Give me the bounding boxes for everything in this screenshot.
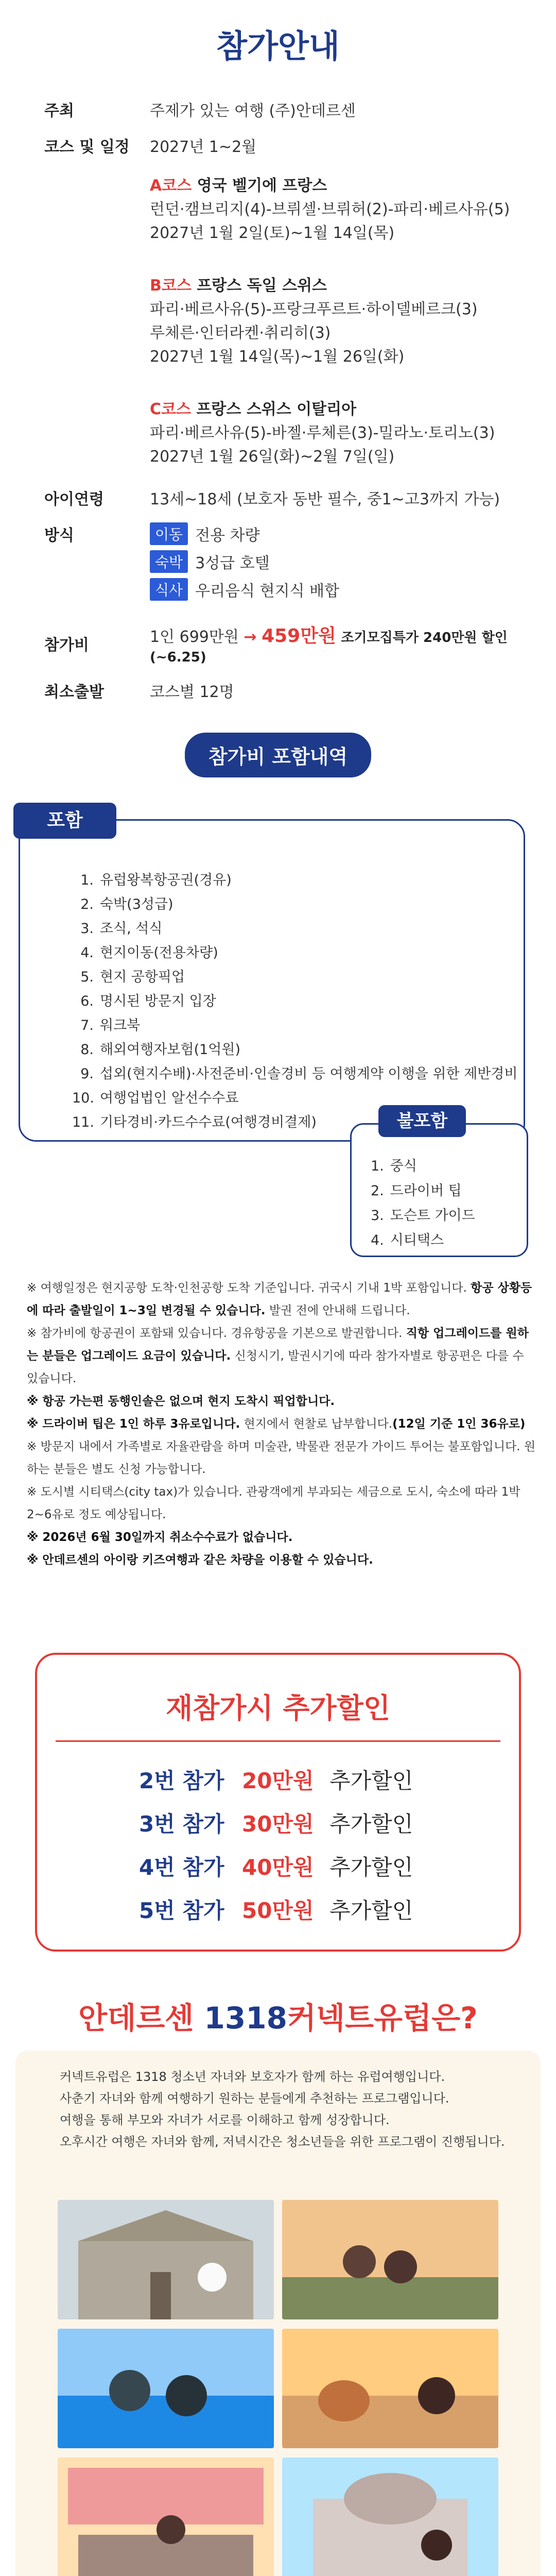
discount-row: 3번 참가 30만원 추가할인 [139, 1811, 413, 1837]
fee-old: 1인 699만원 [150, 628, 239, 646]
note: ※ 도시별 시티택스(city tax)가 있습니다. 관광객에게 부과되는 세금으로 도시, 숙소에 따라 1박 2~6유로 정도 예상됩니다. [27, 1485, 520, 1521]
photo-cathedral [58, 2200, 274, 2319]
age-row [44, 486, 523, 509]
discount-row: 2번 참가 20만원 추가할인 [139, 1768, 413, 1793]
list-item: 9. 섭외(현지수배)·사전준비·인솔경비 등 여행계약 이행을 위한 제반경비 [80, 1066, 518, 1082]
course-b [150, 274, 523, 369]
course-row [44, 134, 523, 157]
list-item: 11. 기타경비·카드수수료(여행경비결제) [72, 1114, 317, 1130]
photo-sunset [282, 2200, 498, 2319]
fee-new: 459만원 [262, 625, 336, 647]
photo-beach [58, 2329, 274, 2448]
list-item: 8. 해외여행자보험(1억원) [80, 1042, 240, 1058]
note: ※ 드라이버 팁은 1인 하루 3유로입니다. 현지에서 현찰로 납부합니다.(12일 기준 1인 36유로) [27, 1417, 526, 1431]
exclusions-label: 불포함 [378, 1105, 466, 1137]
course-value: 2027년 1~2월 [150, 138, 257, 156]
inclusions-title: 참가비 포함내역 [185, 733, 371, 777]
method-key: 방식 [44, 527, 74, 545]
course-letter: A코스 [150, 177, 192, 195]
list-item: 1. 유럽왕복항공권(경유) [80, 872, 232, 888]
list-item: 6. 명시된 방문지 입장 [80, 993, 216, 1009]
course-route: 파리·베르사유(5)-프랑크푸르트·하이델베르크(3) [150, 300, 478, 318]
trip-info [44, 98, 523, 777]
fee-early: 조기모집특가 240만원 할인 (~6.25) [150, 630, 508, 665]
fee-key: 참가비 [44, 636, 89, 654]
list-item: 3. 조식, 석식 [80, 921, 163, 937]
discount-title: 재참가시 추가할인 [165, 1692, 391, 1724]
course-c [150, 398, 523, 469]
list-item: 4. 현지이동(전용차량) [80, 945, 218, 961]
course-dates: 2027년 1월 14일(목)~1월 26일(화) [150, 348, 405, 366]
note: ※ 2026년 6월 30일까지 취소수수료가 없습니다. [27, 1531, 293, 1544]
age-key: 아이연령 [44, 490, 104, 509]
course-letter: B코스 [150, 277, 192, 295]
min-key: 최소출발 [44, 683, 104, 701]
list-item: 4. 시티택스 [371, 1232, 444, 1248]
story-text: 커넥트유럽은 1318 청소년 자녀와 보호자가 함께 하는 유럽여행입니다. 사춘기 자녀와 함께 여행하기 원하는 분들에게 추천하는 프로그램입니다. 여행을 통해 부모와 자녀가 서로를 이해하고 함께 성장합니다. 오후시간 여행은 자녀와 함께, 저녁시간은 청소년들을 위한 프로그램이 진행됩니다. [60, 2070, 505, 2149]
method-tag: 이동 [150, 522, 188, 545]
list-item: 10. 여행업법인 알선수수료 [72, 1090, 239, 1106]
page-title: 참가안내 [216, 27, 340, 65]
host-key: 주최 [44, 102, 74, 120]
method-text: 우리음식 현지식 배합 [195, 582, 340, 600]
course-title: 영국 벨기에 프랑스 [197, 177, 327, 195]
note: ※ 안데르센의 아이랑 키즈여행과 같은 차량을 이용할 수 있습니다. [27, 1553, 373, 1567]
list-item: 5. 현지 공항픽업 [80, 969, 185, 985]
photo-oxford [282, 2458, 498, 2576]
inclusions-label: 포함 [13, 803, 116, 839]
course-route-2: 루체른·인터라켄·취리히(3) [150, 324, 331, 342]
inclusions-list [72, 868, 517, 1134]
min-value: 코스별 12명 [150, 683, 234, 701]
course-letter: C코스 [150, 400, 191, 418]
discount-rows [139, 1759, 413, 1933]
discount-row: 5번 참가 50만원 추가할인 [139, 1898, 413, 1923]
course-key: 코스 및 일정 [44, 138, 130, 156]
story-title: 안데르센 1318커넥트유럽은? [78, 2001, 478, 2036]
course-title: 프랑스 독일 스위스 [197, 277, 327, 295]
method-item [150, 550, 339, 573]
method-tag: 식사 [150, 578, 188, 601]
list-item: 7. 워크북 [80, 1018, 141, 1033]
list-item: 3. 도슨트 가이드 [371, 1208, 475, 1224]
method-tag: 숙박 [150, 550, 188, 573]
method-text: 3성급 호텔 [195, 554, 270, 572]
photo-street [58, 2458, 274, 2576]
method-text: 전용 차량 [195, 527, 260, 545]
fee-row [44, 621, 523, 666]
list-item: 1. 중식 [371, 1158, 417, 1174]
course-dates: 2027년 1월 2일(토)~1월 14일(목) [150, 224, 395, 242]
exclusions-list [371, 1154, 475, 1253]
course-route: 파리·베르사유(5)-바젤·루체른(3)-밀라노·토리노(3) [150, 424, 495, 442]
min-row [44, 679, 523, 702]
arrow-icon: → [244, 628, 257, 646]
host-value: 주제가 있는 여행 (주)안데르센 [150, 102, 356, 120]
note: ※ 여행일정은 현지공항 도착·인천공항 도착 기준입니다. 귀국시 기내 1박 포함입니다. 항공 상황등에 따라 출발일이 1~3일 변경될 수 있습니다. 발권 전에 안내해 드립니다. [27, 1281, 532, 1317]
note: ※ 방문지 내에서 가족별로 자율관람을 하며 미술관, 박물관 전문가 가이드 투어는 불포함입니다. 원하는 분들은 별도 신청 가능합니다. [27, 1440, 536, 1476]
discount-row: 4번 참가 40만원 추가할인 [139, 1855, 413, 1880]
method-row [44, 522, 523, 606]
method-item [150, 578, 339, 601]
notes [27, 1277, 536, 1571]
course-dates: 2027년 1월 26일(화)~2월 7일(일) [150, 448, 395, 466]
list-item: 2. 숙박(3성급) [80, 896, 173, 912]
age-value: 13세~18세 (보호자 동반 필수, 중1~고3까지 가능) [150, 490, 500, 509]
note: ※ 항공 가는편 동행인솔은 없으며 현지 도착시 픽업합니다. [27, 1395, 335, 1408]
divider [56, 1740, 500, 1742]
note: ※ 참가비에 항공권이 포함돼 있습니다. 경유항공을 기본으로 발권합니다. 직항 업그레이드를 원하는 분들은 업그레이드 요금이 있습니다. 신청시기, 발권시기에 따라 참가자별로 항공편은 다를 수 있습니다. [27, 1327, 529, 1385]
course-title: 프랑스 스위스 이탈리아 [196, 400, 357, 418]
course-a [150, 174, 523, 245]
host-row [44, 98, 523, 121]
photo-florence [282, 2329, 498, 2448]
list-item: 2. 드라이버 팁 [371, 1183, 462, 1199]
method-item [150, 522, 339, 545]
course-route: 런던·캠브리지(4)-브뤼셀·브뤼허(2)-파리·베르사유(5) [150, 200, 510, 218]
